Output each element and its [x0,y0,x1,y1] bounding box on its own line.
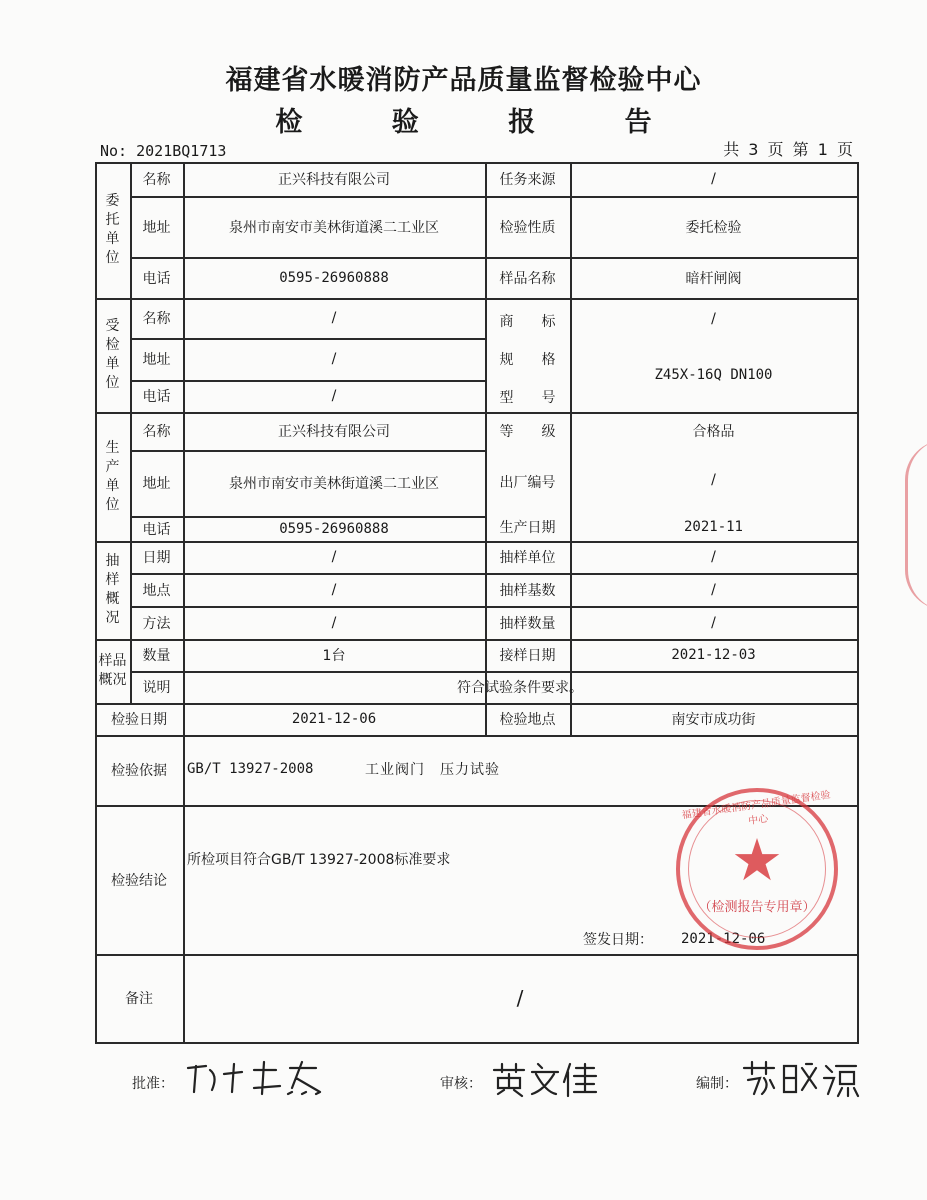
seal-arc-text: 福建省水暖消防产品质量监督检验中心 [681,789,832,828]
receive-date-label: 接样日期 [499,648,556,664]
sample-overview-group-label: 样品 概况 [98,653,127,688]
basis-description: 工业阀门 压力试验 [365,762,500,778]
task-source: / [711,171,716,187]
producer-address: 泉州市南安市美林街道溪二工业区 [229,476,439,492]
inspected-unit-group-label: 受 检 单 位 [105,318,120,391]
issue-date-label: 签发日期： [583,932,653,948]
remarks-label: 备注 [125,991,153,1007]
producer-phone: 0595-26960888 [279,520,389,537]
basis-standard: GB/T 13927-2008 [187,761,314,777]
grade-label: 等 级 [499,424,556,440]
task-source-label: 任务来源 [499,172,556,188]
official-seal [676,788,838,950]
sample-note-label: 说明 [142,680,171,696]
producer-address-label: 地址 [142,476,171,492]
test-place-label: 检验地点 [499,712,556,728]
approve-label: 批准： [132,1076,174,1092]
trademark-label: 商 标 [499,314,556,330]
issue-date: 2021-12-06 [681,931,766,947]
test-date-label: 检验日期 [111,712,167,728]
inspected-phone: / [331,388,337,404]
client-address-label: 地址 [142,219,171,236]
inspected-phone-label: 电话 [142,389,171,405]
production-date-label: 生产日期 [499,519,556,536]
grade: 合格品 [692,424,735,440]
client-name: 正兴科技有限公司 [278,172,390,188]
sample-name-label: 样品名称 [499,270,556,287]
sample-qty: 1台 [322,648,346,664]
client-group-label: 委 托 单 位 [105,193,120,266]
seal-star-icon: ★ [731,826,783,894]
trademark: / [711,311,716,327]
sampling-date: / [331,549,337,565]
sampling-qty-label: 抽样数量 [499,615,556,632]
client-name-label: 名称 [142,172,171,188]
sampling-place: / [331,581,337,598]
review-signature [490,1058,600,1105]
producer-phone-label: 电话 [142,521,171,538]
seal-label: （检测报告专用章） [698,900,816,915]
producer-name-label: 名称 [142,424,171,440]
producer-group-label: 生 产 单 位 [105,439,120,513]
factory-no-label: 出厂编号 [499,475,556,491]
sample-name: 暗杆闸阀 [685,270,742,287]
sampling-place-label: 地点 [142,582,171,599]
spec-label: 规 格 [499,352,556,368]
inspected-address-label: 地址 [142,352,171,368]
inspected-name: / [331,310,337,326]
report-number: No: 2021BQ1713 [100,142,227,160]
prepare-label: 编制： [696,1076,738,1092]
receive-date: 2021-12-03 [671,647,756,663]
inspection-type-label: 检验性质 [499,219,556,236]
client-phone: 0595-26960888 [279,269,389,286]
organization-title: 福建省水暖消防产品质量监督检验中心 [225,65,702,96]
sampling-unit: / [711,549,716,565]
approve-signature [184,1058,334,1105]
test-date: 2021-12-06 [291,711,377,727]
sampling-method-label: 方法 [142,615,171,632]
review-label: 审核： [440,1076,482,1092]
edge-seal-fragment [905,440,927,610]
sample-qty-label: 数量 [142,648,171,664]
production-date: 2021-11 [683,518,743,535]
sampling-unit-label: 抽样单位 [499,550,556,566]
conclusion-label: 检验结论 [111,872,167,889]
spec-model: Z45X-16Q DN100 [654,367,773,383]
sampling-method: / [331,614,337,631]
sampling-base-label: 抽样基数 [499,582,556,599]
remarks: / [516,986,524,1010]
inspected-address: / [331,351,337,367]
sampling-qty: / [711,614,716,631]
inspection-type: 委托检验 [685,219,742,236]
client-address: 泉州市南安市美林街道溪二工业区 [229,219,439,236]
test-place: 南安市成功街 [671,712,756,728]
page-count: 共 3 页 第 1 页 [723,140,855,159]
inspected-name-label: 名称 [142,311,171,327]
conclusion-text: 所检项目符合GB/T 13927-2008标准要求 [187,852,451,868]
model-label: 型 号 [499,390,556,406]
sampling-date-label: 日期 [142,550,171,566]
report-title: 检 验 报 告 [275,107,692,138]
client-phone-label: 电话 [142,270,171,287]
sampling-base: / [711,581,716,598]
basis-label: 检验依据 [111,763,167,779]
sample-note: 符合试验条件要求。 [457,680,583,696]
prepare-signature [740,1058,860,1105]
factory-no: / [711,472,716,488]
sampling-group-label: 抽 样 概 况 [105,553,120,626]
producer-name: 正兴科技有限公司 [278,424,390,440]
